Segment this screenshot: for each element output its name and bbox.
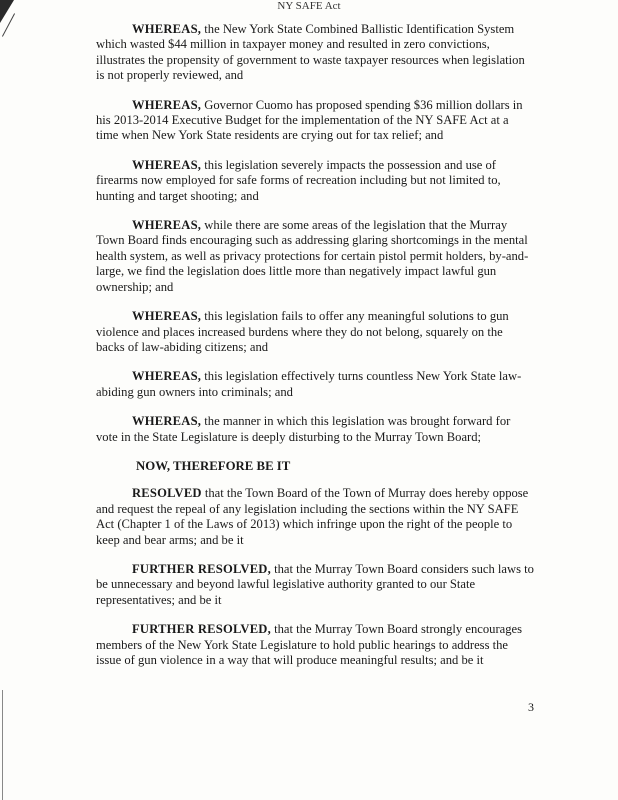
scan-left-edge (2, 690, 3, 800)
paragraph-lead: FURTHER RESOLVED, (132, 622, 271, 637)
whereas-paragraph-7 (96, 414, 534, 445)
paragraph-lead: WHEREAS, (132, 309, 202, 324)
whereas-paragraph-6 (96, 369, 534, 400)
paragraph-text: that the Murray Town Board considers such laws to be unnecessary and beyond lawful legislative authority granted to our State representatives; and be it (96, 561, 534, 607)
whereas-paragraph-1 (96, 22, 534, 84)
paragraph-lead: FURTHER RESOLVED, (132, 561, 271, 576)
whereas-paragraph-3 (96, 158, 534, 204)
paragraph-text: that the Town Board of the Town of Murray does hereby oppose and request the repeal of any legislation including the sections within the NY SAFE Act (Chapter 1 of the Laws of 2013) which infringe upon the right of the people to keep and bear arms; and be it (96, 486, 529, 547)
whereas-paragraph-5 (96, 309, 534, 355)
whereas-paragraph-2 (96, 98, 534, 144)
page-number: 3 (528, 700, 534, 714)
resolved-paragraph-3 (96, 622, 534, 668)
paragraph-lead: WHEREAS, (132, 414, 202, 429)
paragraph-text: this legislation fails to offer any meaningful solutions to gun violence and places increased burdens where they do not belong, squarely on the backs of law-abiding citizens; and (96, 309, 509, 354)
resolved-paragraph-2 (96, 562, 534, 608)
paragraph-lead: RESOLVED (132, 486, 202, 501)
document-body (96, 22, 534, 682)
paragraph-text: the New York State Combined Ballistic Identification System which wasted $44 million in taxpayer money and resulted in zero convictions, illustrates the propensity of government to waste taxpayer resources when legislation is not properly reviewed, and (96, 22, 525, 83)
paragraph-text: that the Murray Town Board strongly encourages members of the New York State Legislature to hold public hearings to address the issue of gun violence in a way that will produce meaningful results; and be it (96, 622, 523, 667)
paragraph-lead: WHEREAS, (132, 22, 202, 36)
therefore-heading: NOW, THEREFORE BE IT (136, 458, 291, 473)
paragraph-lead: WHEREAS, (132, 157, 202, 172)
paragraph-lead: WHEREAS, (132, 369, 202, 384)
page-header: NY SAFE Act (277, 0, 341, 12)
paragraph-lead: WHEREAS, (132, 97, 202, 112)
paragraph-lead: WHEREAS, (132, 218, 202, 233)
whereas-paragraph-4 (96, 218, 534, 295)
paragraph-text: the manner in which this legislation was brought forward for vote in the State Legislature is deeply disturbing to the Murray Town Board; (96, 414, 511, 444)
paragraph-text: Governor Cuomo has proposed spending $36 million dollars in his 2013-2014 Executive Budget for the implementation of the NY SAFE Act at a time when New York State residents are crying out for tax relief; and (96, 97, 523, 143)
paragraph-text: this legislation effectively turns countless New York State law-abiding gun owners into criminals; and (96, 369, 522, 399)
paragraph-text: while there are some areas of the legislation that the Murray Town Board finds encouraging such as addressing glaring shortcomings in the mental health system, as well as privacy protections for certain pistol permit holders, by-and-large, we find the legislation does little more than negatively impact lawful gun ownership; and (96, 218, 529, 294)
paragraph-text: this legislation severely impacts the possession and use of firearms now employed for safe forms of recreation including but not limited to, hunting and target shooting; and (96, 157, 501, 203)
resolved-paragraph-1 (96, 486, 534, 548)
